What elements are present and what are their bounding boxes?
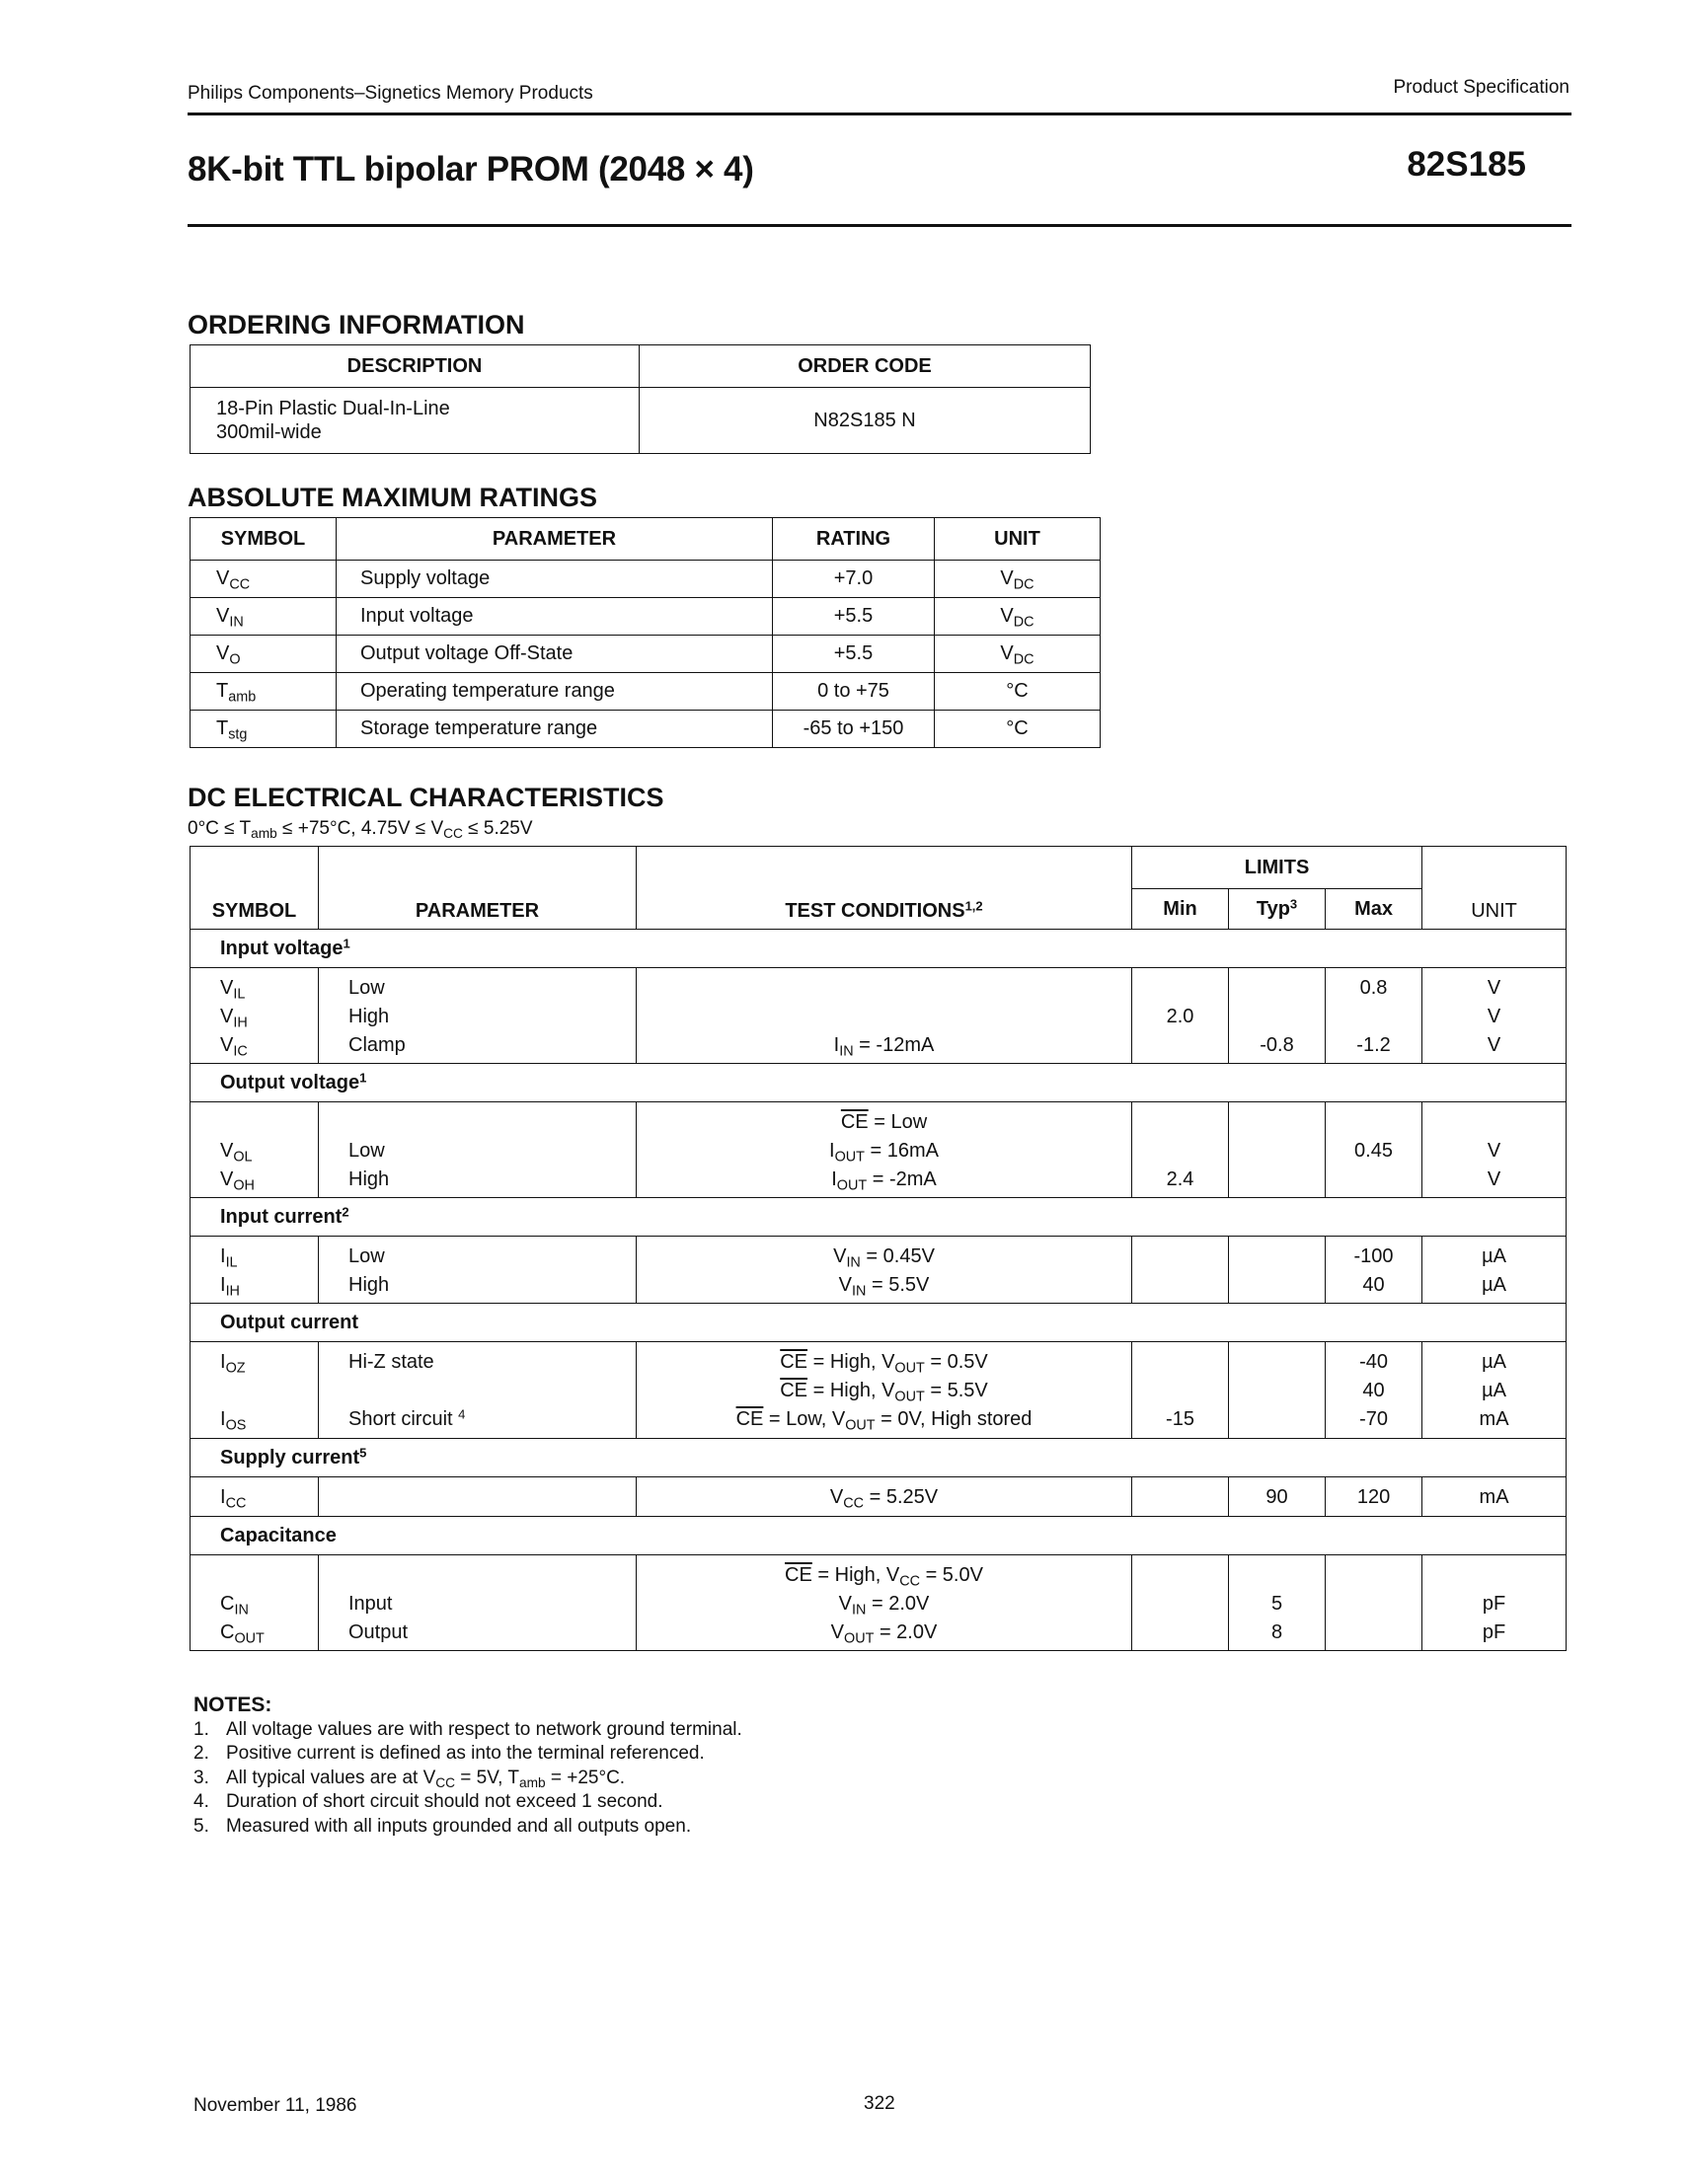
max-cell: 0.45 xyxy=(1326,1102,1422,1198)
col-symbol: SYMBOL xyxy=(191,518,337,561)
note-item: 4. Duration of short circuit should not exceed 1 second. xyxy=(193,1791,663,1812)
abs-max-heading: ABSOLUTE MAXIMUM RATINGS xyxy=(188,483,597,512)
ordering-description xyxy=(191,388,640,454)
dc-table xyxy=(190,846,1567,1651)
rating-cell: -65 to +150 xyxy=(773,711,935,748)
unit-cell: µA µA mA xyxy=(1422,1342,1567,1439)
max-cell: 120 xyxy=(1326,1477,1422,1517)
part-number: 82S185 xyxy=(1407,145,1526,184)
group-input-current: Input current$^2$ xyxy=(191,1198,1567,1237)
dc-conditions: $0^\circ C \le T_{amb} \le +75^\circ C$, $4.75V \le V_{CC} \le 5.25V$ xyxy=(188,818,533,842)
ordering-table xyxy=(190,344,1091,454)
test-conditions-cell: $\overline{CE}$ = High, $V_{OUT} = 0.5V$ $\overline{CE}$ = High, $V_{OUT} = 5.5V$ $\overline{CE}$ = Low, $V_{OUT} = 0V$, High stored xyxy=(637,1342,1132,1439)
max-cell xyxy=(1326,1555,1422,1651)
table-row xyxy=(191,561,1101,598)
unit-cell: V V V xyxy=(1422,968,1567,1064)
table-row xyxy=(191,598,1101,636)
abs-max-table xyxy=(190,517,1101,748)
group-row xyxy=(191,1198,1567,1237)
symbol-cell: $V_{IN}$ xyxy=(191,598,337,636)
test-conditions-cell: $\overline{CE}$ = Low $I_{OUT} = 16mA$ $I_{OUT} = -2mA$ xyxy=(637,1102,1132,1198)
note-item: 1. All voltage values are with respect to network ground terminal. xyxy=(193,1718,742,1740)
group-output-current: Output current xyxy=(191,1304,1567,1342)
max-cell: -40 40 -70 xyxy=(1326,1342,1422,1439)
group-row xyxy=(191,930,1567,968)
notes-heading: NOTES: xyxy=(193,1694,272,1716)
parameter-cell: Input Output xyxy=(319,1555,637,1651)
typ-cell: -0.8 xyxy=(1229,968,1326,1064)
parameter-cell: Low High Clamp xyxy=(319,968,637,1064)
ordering-code: N82S185 N xyxy=(640,388,1091,454)
table-row xyxy=(191,1102,1567,1198)
min-cell: 2.0 xyxy=(1132,968,1229,1064)
desc-line-2: 300mil-wide xyxy=(216,421,322,443)
header-rule-bottom xyxy=(188,224,1571,227)
col-rating: RATING xyxy=(773,518,935,561)
table-row xyxy=(191,1477,1567,1517)
typ-cell xyxy=(1229,1342,1326,1439)
max-cell: 0.8 -1.2 xyxy=(1326,968,1422,1064)
unit-cell: V V xyxy=(1422,1102,1567,1198)
desc-line-1: 18-Pin Plastic Dual-In-Line xyxy=(216,398,450,419)
table-row xyxy=(191,1555,1567,1651)
col-description: DESCRIPTION xyxy=(191,345,640,388)
unit-cell: °C xyxy=(935,711,1101,748)
symbol-cell: $T_{stg}$ xyxy=(191,711,337,748)
test-conditions-cell: $V_{IN} = 0.45V$ $V_{IN} = 5.5V$ xyxy=(637,1237,1132,1304)
dc-heading: DC ELECTRICAL CHARACTERISTICS xyxy=(188,783,664,812)
document-title: 8K-bit TTL bipolar PROM (2048 × 4) xyxy=(188,150,754,188)
page-number: 322 xyxy=(864,2093,895,2114)
footer-date: November 11, 1986 xyxy=(193,2095,357,2116)
col-test-conditions: TEST CONDITIONS$^{1,2}$ xyxy=(637,847,1132,930)
table-row xyxy=(191,968,1567,1064)
min-cell: 2.4 xyxy=(1132,1102,1229,1198)
header-right: Product Specification xyxy=(1393,77,1570,98)
col-limits: LIMITS xyxy=(1132,847,1422,889)
parameter-cell: Low High xyxy=(319,1102,637,1198)
parameter-cell: Operating temperature range xyxy=(337,673,773,711)
parameter-cell: Hi-Z state Short circuit $^4$ xyxy=(319,1342,637,1439)
symbol-cell: $T_{amb}$ xyxy=(191,673,337,711)
group-row xyxy=(191,1517,1567,1555)
max-cell: -100 40 xyxy=(1326,1237,1422,1304)
col-unit: UNIT xyxy=(935,518,1101,561)
min-cell xyxy=(1132,1477,1229,1517)
unit-cell: µA µA xyxy=(1422,1237,1567,1304)
col-symbol: SYMBOL xyxy=(191,847,319,930)
group-row xyxy=(191,1439,1567,1477)
test-conditions-cell: $I_{IN} = -12mA$ xyxy=(637,968,1132,1064)
col-unit: UNIT xyxy=(1422,847,1567,930)
group-row xyxy=(191,1064,1567,1102)
col-max: Max xyxy=(1326,889,1422,930)
table-row xyxy=(191,673,1101,711)
typ-cell xyxy=(1229,1237,1326,1304)
parameter-cell: Low High xyxy=(319,1237,637,1304)
group-capacitance: Capacitance xyxy=(191,1517,1567,1555)
table-row xyxy=(191,1342,1567,1439)
table-row xyxy=(191,636,1101,673)
test-conditions-cell: $\overline{CE}$ = High, $V_{CC} = 5.0V$ $V_{IN} = 2.0V$ $V_{OUT} = 2.0V$ xyxy=(637,1555,1132,1651)
symbol-cell: $C_{IN}$ $C_{OUT}$ xyxy=(191,1555,319,1651)
typ-cell xyxy=(1229,1102,1326,1198)
min-cell xyxy=(1132,1237,1229,1304)
parameter-cell: Storage temperature range xyxy=(337,711,773,748)
symbol-cell: $I_{CC}$ xyxy=(191,1477,319,1517)
symbol-cell: $V_{IL}$ $V_{IH}$ $V_{IC}$ xyxy=(191,968,319,1064)
typ-cell: 5 8 xyxy=(1229,1555,1326,1651)
table-row xyxy=(191,388,1091,454)
note-item: 3. All typical values are at $V_{CC} = 5V$, $T_{amb} = +25^\circ C$. xyxy=(193,1767,626,1790)
table-row xyxy=(191,711,1101,748)
col-parameter: PARAMETER xyxy=(337,518,773,561)
group-input-voltage: Input voltage$^1$ xyxy=(191,930,1567,968)
col-typ: Typ$^3$ xyxy=(1229,889,1326,930)
note-item: 2. Positive current is defined as into the terminal referenced. xyxy=(193,1743,705,1764)
group-output-voltage: Output voltage$^1$ xyxy=(191,1064,1567,1102)
header-rule-top xyxy=(188,113,1571,115)
unit-cell: $V_{DC}$ xyxy=(935,636,1101,673)
symbol-cell: $I_{IL}$ $I_{IH}$ xyxy=(191,1237,319,1304)
typ-cell: 90 xyxy=(1229,1477,1326,1517)
rating-cell: +5.5 xyxy=(773,636,935,673)
ordering-heading: ORDERING INFORMATION xyxy=(188,310,525,339)
symbol-cell: $I_{OZ}$ $I_{OS}$ xyxy=(191,1342,319,1439)
col-min: Min xyxy=(1132,889,1229,930)
parameter-cell: Supply voltage xyxy=(337,561,773,598)
parameter-cell xyxy=(319,1477,637,1517)
min-cell xyxy=(1132,1555,1229,1651)
min-cell: -15 xyxy=(1132,1342,1229,1439)
unit-cell: $V_{DC}$ xyxy=(935,561,1101,598)
table-row xyxy=(191,1237,1567,1304)
unit-cell: pF pF xyxy=(1422,1555,1567,1651)
notes xyxy=(193,1694,742,1839)
unit-cell: °C xyxy=(935,673,1101,711)
rating-cell: +7.0 xyxy=(773,561,935,598)
symbol-cell: $V_{CC}$ xyxy=(191,561,337,598)
unit-cell: mA xyxy=(1422,1477,1567,1517)
unit-cell: $V_{DC}$ xyxy=(935,598,1101,636)
rating-cell: +5.5 xyxy=(773,598,935,636)
symbol-cell: $V_O$ xyxy=(191,636,337,673)
col-order-code: ORDER CODE xyxy=(640,345,1091,388)
note-item: 5. Measured with all inputs grounded and all outputs open. xyxy=(193,1815,692,1837)
parameter-cell: Input voltage xyxy=(337,598,773,636)
group-row xyxy=(191,1304,1567,1342)
group-supply-current: Supply current$^5$ xyxy=(191,1439,1567,1477)
symbol-cell: $V_{OL}$ $V_{OH}$ xyxy=(191,1102,319,1198)
header-left: Philips Components–Signetics Memory Products xyxy=(188,83,593,104)
rating-cell: 0 to +75 xyxy=(773,673,935,711)
test-conditions-cell: $V_{CC} = 5.25V$ xyxy=(637,1477,1132,1517)
parameter-cell: Output voltage Off-State xyxy=(337,636,773,673)
col-parameter: PARAMETER xyxy=(319,847,637,930)
